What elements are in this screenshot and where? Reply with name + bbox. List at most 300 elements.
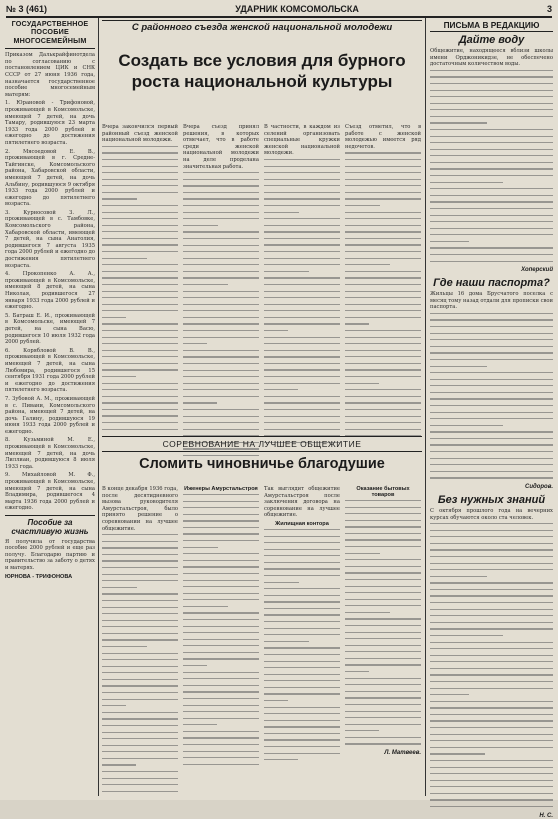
text-line [102, 633, 178, 634]
text-line [183, 685, 259, 686]
text-line [264, 264, 340, 265]
letter2-text: Жильцы 16 дома Брусчатого поселка с месяц тому назад отдали для прописки свои паспорта. [430, 291, 553, 311]
text-texture [264, 529, 340, 760]
text-line [345, 559, 421, 560]
text-line [430, 740, 553, 741]
text-line [183, 705, 259, 706]
text-line [345, 205, 380, 206]
text-line [183, 764, 259, 765]
text-line [102, 363, 178, 364]
text-texture [102, 146, 178, 430]
text-texture [430, 523, 553, 807]
text-line [183, 172, 259, 173]
text-line [345, 291, 421, 292]
text-line [183, 514, 259, 515]
text-texture [345, 152, 421, 436]
text-line [430, 83, 553, 84]
text-line [345, 513, 421, 514]
text-line [430, 162, 553, 163]
text-line [345, 238, 421, 239]
text-texture [264, 159, 340, 443]
text-line [430, 648, 553, 649]
text-line [345, 671, 369, 672]
text-line [430, 451, 553, 452]
column-rule-left [98, 18, 99, 796]
text-line [264, 231, 340, 232]
text-line [183, 179, 259, 180]
text-line [430, 195, 553, 196]
text-texture [345, 500, 421, 745]
text-line [102, 725, 178, 726]
letter1-title: Дайте воду [458, 34, 525, 46]
text-line [183, 363, 259, 364]
bottom-col-3 [264, 486, 340, 794]
text-line [345, 284, 421, 285]
text-line [102, 626, 178, 627]
text-line [264, 582, 299, 583]
text-line [102, 159, 178, 160]
text-line [183, 724, 217, 725]
text-line [430, 405, 553, 406]
text-line [430, 806, 553, 807]
text-line [264, 416, 340, 417]
col2-paragraph: Вчера съезд принял решения, в которых отмечает, что в работе среди женской национальной молодежи на деле проделана значительная работа. [183, 124, 259, 170]
text-line [102, 672, 178, 673]
text-line [430, 602, 553, 603]
benefit-list-item: 8. Кузьминой М. Е., проживающей в Комсомольске, имеющей 7 детей, на дочь Лиллиан, родившуюся 8 июля 1933 года. [5, 437, 95, 470]
text-line [102, 705, 126, 706]
text-line [430, 734, 553, 735]
benefit-list-item: 7. Зубовой А. М., проживающей в с. Пивани, Комсомольского района, имеющей 7 детей, на дочь Галину, родившуюся 19 июня 1933 года 2000 рублей и ежегодно. [5, 395, 95, 435]
text-line [430, 261, 553, 262]
text-line [430, 129, 553, 130]
text-line [102, 639, 178, 640]
text-line [264, 402, 340, 403]
text-line [430, 392, 553, 393]
text-line [345, 402, 421, 403]
text-line [345, 225, 421, 226]
text-line [183, 205, 259, 206]
text-line [183, 277, 259, 278]
text-line [102, 659, 178, 660]
bottom-col3-paragraph: Так выглядит общежитие Амурстальстроя после заключения договора на соревнование на лучшее общежитие. [264, 486, 340, 519]
bottom-banner: СОРЕВНОВАНИЕ НА ЛУЧШЕЕ ОБЩЕЖИТИЕ [102, 436, 422, 452]
benefit-list-item: Приказом Далькрайфинотдела по согласованию с постановлением ЦИК и СНК СССР от 27 июня 1936 года, назначается государственное пособие многосемейным матерям: [5, 52, 95, 98]
text-line [102, 277, 178, 278]
text-line [345, 159, 421, 160]
text-line [183, 757, 259, 758]
text-line [102, 738, 178, 739]
text-line [345, 251, 421, 252]
text-line [183, 612, 259, 613]
text-line [345, 350, 421, 351]
text-line [102, 567, 178, 568]
text-line [102, 732, 178, 733]
text-line [102, 764, 136, 765]
text-line [430, 76, 553, 77]
newspaper-name: УДАРНИК КОМСОМОЛЬСКА [235, 4, 359, 14]
text-line [183, 310, 259, 311]
text-line [183, 258, 259, 259]
text-line [430, 90, 553, 91]
text-line [430, 464, 553, 465]
text-line [183, 225, 218, 226]
text-line [264, 284, 340, 285]
text-line [183, 626, 259, 627]
text-line [102, 429, 178, 430]
text-line [264, 667, 340, 668]
text-line [430, 444, 553, 445]
bottom-col-2 [183, 486, 259, 794]
text-line [345, 507, 421, 508]
text-line [430, 431, 553, 432]
text-line [183, 264, 259, 265]
text-line [345, 678, 421, 679]
text-line [345, 337, 421, 338]
text-line [183, 429, 259, 430]
text-line [430, 569, 553, 570]
text-line [102, 593, 178, 594]
text-line [264, 568, 340, 569]
text-line [345, 526, 421, 527]
text-line [264, 647, 340, 648]
text-line [183, 238, 259, 239]
text-line [264, 680, 340, 681]
text-line [183, 337, 259, 338]
text-line [183, 409, 259, 410]
text-line [345, 697, 421, 698]
text-line [183, 218, 259, 219]
text-line [430, 103, 553, 104]
bottom-col-1 [102, 486, 178, 794]
text-line [102, 415, 178, 416]
text-line [430, 122, 487, 123]
text-line [264, 185, 340, 186]
text-line [102, 185, 178, 186]
text-line [430, 595, 553, 596]
text-line [264, 562, 340, 563]
top-banner [102, 20, 422, 48]
text-line [102, 560, 178, 561]
text-line [183, 586, 259, 587]
text-line [183, 678, 259, 679]
text-line [102, 607, 178, 608]
text-line [345, 605, 421, 606]
text-line [345, 645, 421, 646]
text-line [264, 396, 340, 397]
benefit-box [5, 515, 95, 580]
text-line [183, 185, 259, 186]
text-texture [430, 313, 553, 479]
text-line [345, 179, 421, 180]
text-line [430, 333, 553, 334]
text-line [102, 146, 178, 147]
text-line [102, 310, 178, 311]
text-line [183, 231, 259, 232]
text-line [183, 718, 259, 719]
text-line [102, 718, 178, 719]
text-line [430, 359, 553, 360]
text-line [430, 556, 553, 557]
text-line [345, 717, 421, 718]
article-col-1 [102, 124, 178, 432]
text-line [430, 477, 553, 478]
text-line [264, 687, 340, 688]
text-line [345, 304, 421, 305]
text-line [102, 600, 178, 601]
text-line [430, 661, 553, 662]
box-title: Пособие за счастливую жизнь [11, 518, 89, 536]
text-line [183, 672, 259, 673]
text-line [183, 731, 259, 732]
text-line [264, 700, 288, 701]
text-line [430, 471, 553, 472]
text-line [345, 546, 421, 547]
text-line [102, 323, 178, 324]
article-col-4 [345, 124, 421, 432]
page-number: 3 [546, 4, 552, 14]
text-line [430, 642, 553, 643]
text-line [430, 773, 553, 774]
text-line [345, 185, 421, 186]
text-line [430, 221, 553, 222]
text-texture [183, 494, 259, 765]
text-line [264, 555, 340, 556]
text-line [264, 205, 340, 206]
text-line [264, 746, 340, 747]
text-line [183, 737, 259, 738]
text-line [183, 632, 259, 633]
text-line [102, 383, 178, 384]
text-line [102, 356, 178, 357]
text-line [430, 116, 553, 117]
text-line [264, 614, 340, 615]
text-line [430, 168, 553, 169]
text-line [183, 593, 259, 594]
text-line [345, 586, 421, 587]
text-line [430, 313, 553, 314]
text-line [430, 352, 553, 353]
text-line [264, 317, 340, 318]
text-line [102, 225, 178, 226]
text-line [102, 613, 178, 614]
text-line [264, 713, 340, 714]
text-line [430, 372, 553, 373]
text-line [264, 198, 340, 199]
text-line [264, 536, 340, 537]
text-line [345, 317, 421, 318]
main-headline: Создать все условия для бурного роста национальной культуры [118, 51, 406, 91]
text-line [183, 416, 259, 417]
page-header [6, 2, 552, 18]
text-line [430, 523, 553, 524]
text-line [430, 241, 469, 242]
text-line [430, 208, 553, 209]
text-line [430, 622, 553, 623]
text-line [183, 370, 259, 371]
text-line [345, 730, 379, 731]
text-line [102, 258, 147, 259]
text-line [183, 494, 259, 495]
text-line [183, 317, 259, 318]
text-line [345, 520, 421, 521]
letters-title: ПИСЬМА В РЕДАКЦИЮ [430, 20, 553, 32]
text-texture [183, 172, 259, 456]
text-line [264, 739, 340, 740]
text-line [264, 356, 340, 357]
text-line [430, 727, 553, 728]
text-line [345, 396, 421, 397]
text-line [430, 228, 553, 229]
benefit-list [5, 52, 95, 512]
text-line [264, 363, 340, 364]
text-line [102, 205, 178, 206]
text-line [345, 599, 421, 600]
subhead-2: Жилищная контора [275, 520, 329, 527]
text-line [183, 580, 259, 581]
text-line [430, 385, 553, 386]
text-line [345, 422, 421, 423]
text-line [430, 714, 553, 715]
text-line [183, 198, 259, 199]
text-line [102, 231, 178, 232]
text-line [183, 402, 217, 403]
text-line [102, 712, 178, 713]
text-line [345, 416, 421, 417]
text-line [430, 379, 553, 380]
text-line [102, 758, 178, 759]
text-line [102, 343, 178, 344]
text-line [430, 694, 469, 695]
text-line [264, 271, 309, 272]
text-line [183, 606, 228, 607]
text-line [430, 668, 553, 669]
text-line [345, 310, 421, 311]
text-line [264, 693, 340, 694]
text-line [102, 291, 178, 292]
text-line [102, 771, 178, 772]
text-line [264, 753, 340, 754]
bottom-col-4 [345, 486, 421, 794]
text-line [430, 182, 503, 183]
text-line [264, 621, 340, 622]
text-line [264, 654, 340, 655]
benefit-list-item: 4. Прокопенко А. А., проживающей в Комсомольске, имеющей 8 детей, на сына Николая, родившегося 27 января 1933 года 2000 рублей и ежегодно. [5, 271, 95, 311]
text-line [345, 691, 421, 692]
text-line [102, 778, 178, 779]
text-line [264, 310, 340, 311]
text-line [102, 587, 137, 588]
text-line [430, 536, 553, 537]
text-line [264, 529, 340, 530]
text-line [345, 212, 421, 213]
text-line [264, 277, 340, 278]
text-line [102, 264, 178, 265]
text-line [430, 609, 553, 610]
text-line [183, 297, 259, 298]
text-line [430, 615, 553, 616]
text-line [430, 780, 553, 781]
text-line [345, 389, 421, 390]
text-line [345, 271, 421, 272]
text-line [264, 575, 340, 576]
text-line [430, 142, 553, 143]
text-line [345, 704, 421, 705]
text-line [183, 691, 259, 692]
text-line [264, 383, 340, 384]
text-line [264, 166, 340, 167]
benefit-list-item: 5. Батраш Е. И., проживающей в Комсомольске, имеющей 7 детей, на сына Васю, родившегося 10 июля 1932 года 2000 рублей. [5, 312, 95, 346]
text-line [345, 244, 421, 245]
text-line [102, 369, 178, 370]
text-line [264, 337, 340, 338]
letter2-signature: Сидоров. [525, 483, 553, 490]
text-line [183, 639, 259, 640]
text-line [102, 152, 178, 153]
text-line [264, 330, 288, 331]
text-line [345, 625, 421, 626]
text-line [183, 192, 259, 193]
issue-number: № 3 (461) [6, 4, 48, 14]
text-line [345, 356, 421, 357]
text-line [430, 215, 553, 216]
text-line [345, 684, 421, 685]
text-line [264, 304, 340, 305]
text-line [264, 759, 298, 760]
text-line [102, 745, 178, 746]
text-line [102, 574, 178, 575]
text-line [102, 646, 147, 647]
text-line [183, 330, 259, 331]
text-line [345, 553, 380, 554]
text-line [264, 422, 340, 423]
text-line [102, 238, 178, 239]
text-line [183, 396, 259, 397]
text-line [345, 369, 421, 370]
text-line [345, 579, 421, 580]
banner-text: С районного съезда женской национальной молодежи [102, 20, 422, 33]
text-line [264, 634, 340, 635]
text-line [264, 192, 340, 193]
text-line [102, 166, 178, 167]
text-line [102, 396, 178, 397]
text-line [183, 652, 259, 653]
text-line [102, 304, 178, 305]
benefit-list-item: 2. Мясоедовой Е. В., проживающей в г. Средне-Тайгинске, Комсомольского района, Хабаровской области, имеющей 7 детей, на дочь Альбину, родившуюся 9 октября 1933 года 2000 рублей и ежегодно до пятилетнего возраста. [5, 148, 95, 208]
text-line [430, 589, 553, 590]
article-col-2 [183, 124, 259, 432]
text-line [345, 198, 421, 199]
text-line [345, 618, 421, 619]
text-line [264, 172, 340, 173]
box-signature: ЮРНОВА - ТРИФОНОВА [5, 573, 73, 580]
text-line [264, 726, 340, 727]
text-line [264, 409, 340, 410]
text-line [183, 698, 259, 699]
text-line [430, 326, 553, 327]
text-line [430, 188, 553, 189]
text-line [345, 664, 421, 665]
text-line [102, 172, 178, 173]
text-line [102, 751, 178, 752]
text-line [345, 572, 421, 573]
text-line [430, 398, 553, 399]
col3-paragraph: В частности, в каждом из селений организовать специальные кружки женской национальной молодежи. [264, 124, 340, 157]
text-line [183, 389, 259, 390]
text-line [430, 793, 553, 794]
text-line [430, 201, 553, 202]
text-line [183, 350, 259, 351]
